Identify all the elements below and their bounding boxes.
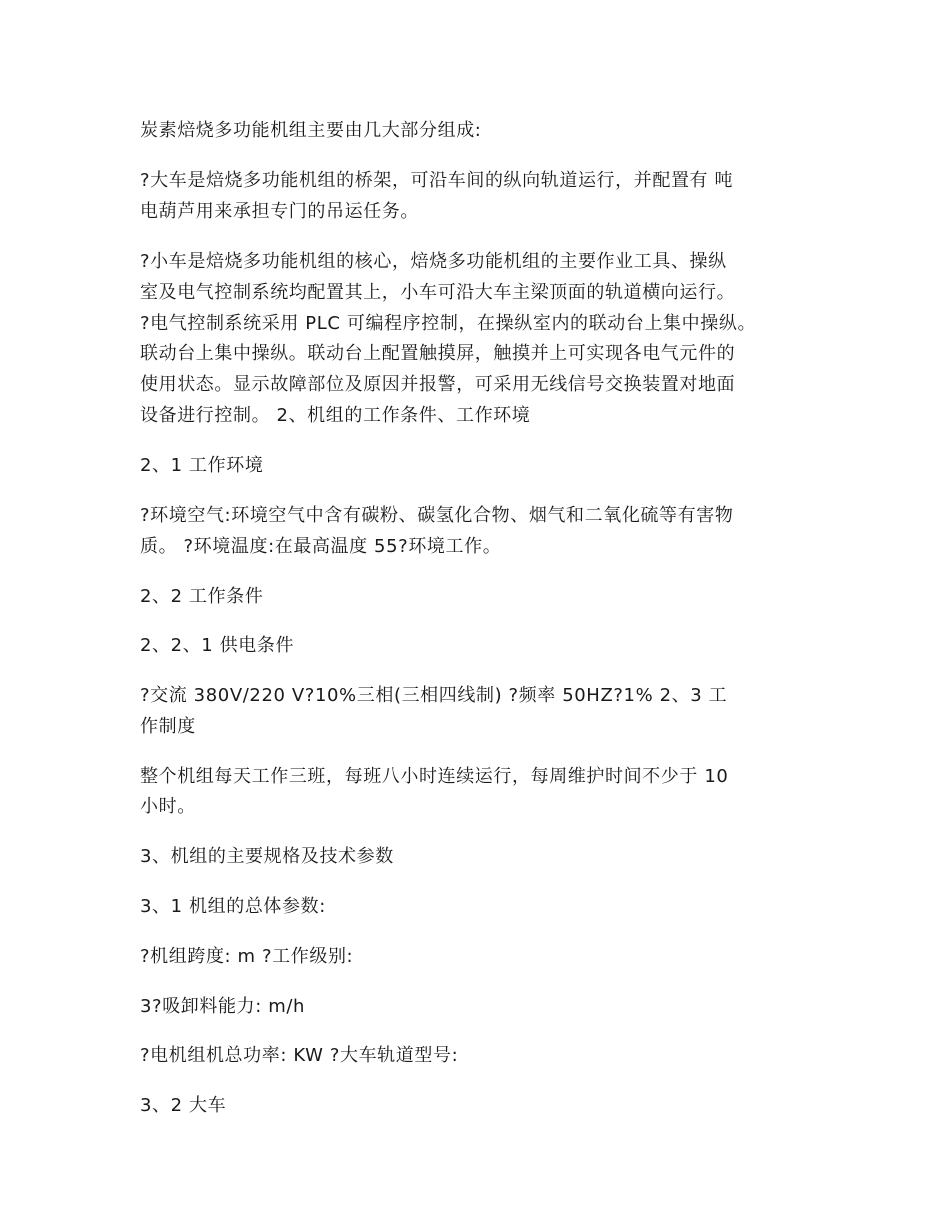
text-line: ?电气控制系统采用 PLC 可编程序控制，在操纵室内的联动台上集中操纵。 bbox=[140, 313, 757, 334]
section-heading: 2、1 工作环境 bbox=[140, 455, 264, 476]
text-line: ?小车是焙烧多功能机组的核心，焙烧多功能机组的主要作业工具、操纵 bbox=[140, 251, 727, 272]
text-line: 作制度 bbox=[140, 716, 196, 737]
text-line: ?交流 380V/220 V?10%三相(三相四线制) ?频率 50HZ?1% 2、3 工 bbox=[140, 685, 728, 706]
text-line: 联动台上集中操纵。联动台上配置触摸屏，触摸并上可实现各电气元件的 bbox=[140, 343, 736, 364]
section-heading: 3、1 机组的总体参数: bbox=[140, 896, 326, 917]
section-heading: 2、2、1 供电条件 bbox=[140, 635, 295, 656]
text-line: 小时。 bbox=[140, 796, 196, 817]
text-line: 使用状态。显示故障部位及原因并报警，可采用无线信号交换装置对地面 bbox=[140, 374, 736, 395]
text-line: ?电机组机总功率: KW ?大车轨道型号: bbox=[140, 1045, 459, 1066]
text-line: 电葫芦用来承担专门的吊运任务。 bbox=[140, 201, 419, 222]
text-line: ?大车是焙烧多功能机组的桥架，可沿车间的纵向轨道运行，并配置有 吨 bbox=[140, 170, 734, 191]
section-heading: 3、2 大车 bbox=[140, 1095, 227, 1116]
section-heading: 3、机组的主要规格及技术参数 bbox=[140, 846, 394, 867]
text-line: 3?吸卸料能力: m/h bbox=[140, 996, 305, 1017]
text-line: 整个机组每天工作三班，每班八小时连续运行，每周维护时间不少于 10 bbox=[140, 766, 729, 787]
text-line: ?环境空气:环境空气中含有碳粉、碳氢化合物、烟气和二氧化硫等有害物 bbox=[140, 505, 734, 526]
text-line: 炭素焙烧多功能机组主要由几大部分组成: bbox=[140, 120, 482, 141]
section-heading: 2、2 工作条件 bbox=[140, 586, 264, 607]
text-line: 室及电气控制系统均配置其上，小车可沿大车主梁顶面的轨道横向运行。 bbox=[140, 282, 736, 303]
text-line: ?机组跨度: m ?工作级别: bbox=[140, 946, 354, 967]
text-line: 质。 ?环境温度:在最高温度 55?环境工作。 bbox=[140, 536, 502, 557]
text-line: 设备进行控制。 2、机组的工作条件、工作环境 bbox=[140, 405, 531, 426]
